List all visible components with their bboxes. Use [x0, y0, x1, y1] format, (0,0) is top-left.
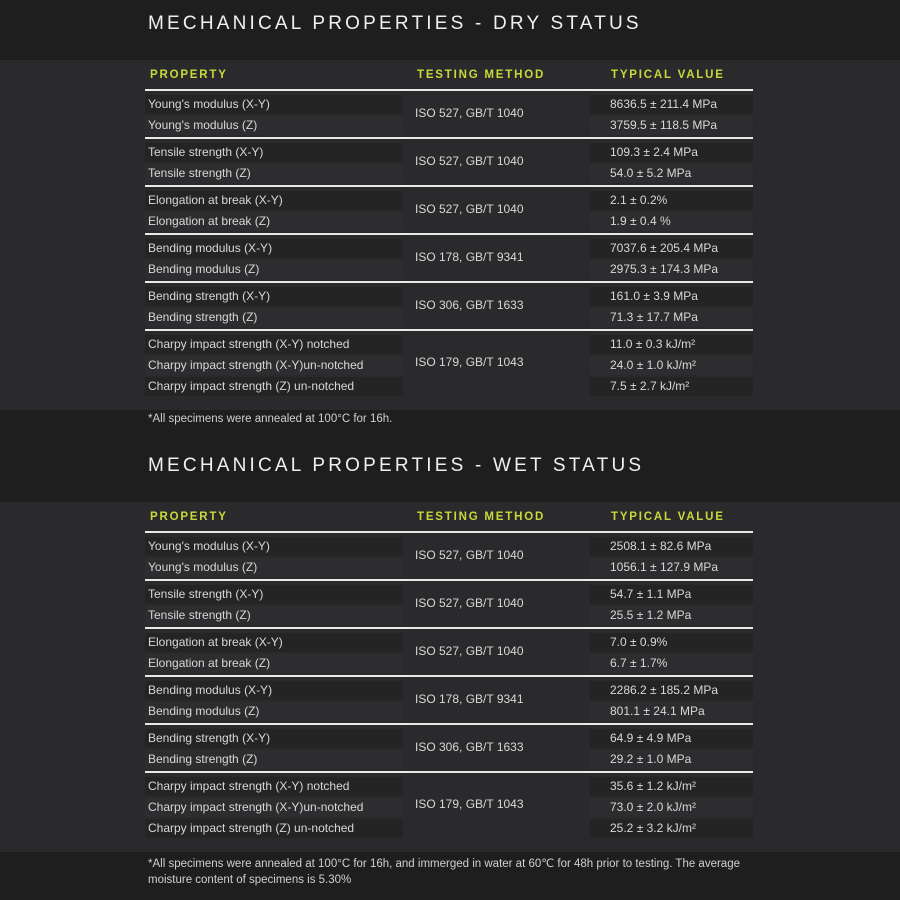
method-cell: ISO 527, GB/T 1040 — [415, 596, 524, 610]
method-cell: ISO 527, GB/T 1040 — [415, 154, 524, 168]
method-cell: ISO 178, GB/T 9341 — [415, 250, 524, 264]
value-cell: 161.0 ± 3.9 MPa — [590, 287, 753, 306]
property-group — [145, 233, 753, 281]
wet-properties-table — [145, 531, 753, 836]
wet-section — [0, 442, 900, 852]
column-header-value: TYPICAL VALUE — [611, 511, 725, 523]
property-cell: Young's modulus (Z) — [145, 558, 403, 577]
property-group — [145, 137, 753, 185]
property-cell: Bending strength (X-Y) — [145, 729, 403, 748]
dry-footnote: *All specimens were annealed at 100°C for 16h. — [148, 413, 393, 425]
property-cell: Charpy impact strength (X-Y)un-notched — [145, 798, 403, 817]
property-group — [145, 329, 753, 394]
property-group — [145, 89, 753, 137]
property-cell: Charpy impact strength (X-Y) notched — [145, 777, 403, 796]
property-cell: Young's modulus (Z) — [145, 116, 403, 135]
dry-header — [0, 0, 900, 60]
method-cell: ISO 527, GB/T 1040 — [415, 202, 524, 216]
column-header-method: TESTING METHOD — [417, 69, 546, 81]
property-group — [145, 627, 753, 675]
property-group — [145, 281, 753, 329]
method-cell: ISO 306, GB/T 1633 — [415, 740, 524, 754]
method-cell: ISO 527, GB/T 1040 — [415, 548, 524, 562]
value-cell: 25.5 ± 1.2 MPa — [590, 606, 753, 625]
dry-properties-table — [145, 89, 753, 394]
property-cell: Bending modulus (X-Y) — [145, 239, 403, 258]
method-cell: ISO 179, GB/T 1043 — [415, 355, 524, 369]
property-cell: Charpy impact strength (X-Y)un-notched — [145, 356, 403, 375]
property-cell: Tensile strength (Z) — [145, 606, 403, 625]
property-cell: Elongation at break (Z) — [145, 654, 403, 673]
dry-section — [0, 0, 900, 410]
property-group — [145, 579, 753, 627]
property-cell: Bending modulus (Z) — [145, 260, 403, 279]
value-cell: 2975.3 ± 174.3 MPa — [590, 260, 753, 279]
property-cell: Elongation at break (X-Y) — [145, 191, 403, 210]
method-cell: ISO 527, GB/T 1040 — [415, 106, 524, 120]
property-cell: Charpy impact strength (X-Y) notched — [145, 335, 403, 354]
value-cell: 54.0 ± 5.2 MPa — [590, 164, 753, 183]
property-cell: Bending strength (Z) — [145, 750, 403, 769]
wet-header — [0, 442, 900, 502]
value-cell: 801.1 ± 24.1 MPa — [590, 702, 753, 721]
table-row — [145, 334, 753, 355]
property-cell: Elongation at break (Z) — [145, 212, 403, 231]
property-cell: Young's modulus (X-Y) — [145, 537, 403, 556]
value-cell: 73.0 ± 2.0 kJ/m² — [590, 798, 753, 817]
value-cell: 11.0 ± 0.3 kJ/m² — [590, 335, 753, 354]
column-header-property: PROPERTY — [150, 69, 228, 81]
value-cell: 64.9 ± 4.9 MPa — [590, 729, 753, 748]
value-cell: 1.9 ± 0.4 % — [590, 212, 753, 231]
property-cell: Tensile strength (X-Y) — [145, 585, 403, 604]
property-group — [145, 185, 753, 233]
property-cell: Tensile strength (X-Y) — [145, 143, 403, 162]
method-cell: ISO 527, GB/T 1040 — [415, 644, 524, 658]
value-cell: 7037.6 ± 205.4 MPa — [590, 239, 753, 258]
property-cell: Bending strength (X-Y) — [145, 287, 403, 306]
dry-footer-band — [0, 410, 900, 442]
column-header-method: TESTING METHOD — [417, 511, 546, 523]
column-header-property: PROPERTY — [150, 511, 228, 523]
property-cell: Charpy impact strength (Z) un-notched — [145, 819, 403, 838]
value-cell: 3759.5 ± 118.5 MPa — [590, 116, 753, 135]
dry-table-panel — [0, 60, 900, 410]
property-group — [145, 771, 753, 836]
value-cell: 1056.1 ± 127.9 MPa — [590, 558, 753, 577]
table-row — [145, 776, 753, 797]
wet-footer-band — [0, 852, 900, 900]
dry-title: MECHANICAL PROPERTIES - DRY STATUS — [148, 13, 642, 34]
table-row — [145, 376, 753, 397]
value-cell: 7.0 ± 0.9% — [590, 633, 753, 652]
property-group — [145, 531, 753, 579]
value-cell: 54.7 ± 1.1 MPa — [590, 585, 753, 604]
property-cell: Tensile strength (Z) — [145, 164, 403, 183]
table-row — [145, 818, 753, 839]
value-cell: 6.7 ± 1.7% — [590, 654, 753, 673]
property-cell: Bending modulus (X-Y) — [145, 681, 403, 700]
wet-title: MECHANICAL PROPERTIES - WET STATUS — [148, 455, 645, 476]
method-cell: ISO 178, GB/T 9341 — [415, 692, 524, 706]
property-cell: Bending strength (Z) — [145, 308, 403, 327]
value-cell: 29.2 ± 1.0 MPa — [590, 750, 753, 769]
column-header-value: TYPICAL VALUE — [611, 69, 725, 81]
wet-footnote: *All specimens were annealed at 100°C for 16h, and immerged in water at 60℃ for 48h prior to testing. The average moisture content of specimens is 5.30% — [148, 858, 740, 886]
value-cell: 25.2 ± 3.2 kJ/m² — [590, 819, 753, 838]
value-cell: 109.3 ± 2.4 MPa — [590, 143, 753, 162]
value-cell: 2.1 ± 0.2% — [590, 191, 753, 210]
wet-table-panel — [0, 502, 900, 852]
value-cell: 71.3 ± 17.7 MPa — [590, 308, 753, 327]
method-cell: ISO 306, GB/T 1633 — [415, 298, 524, 312]
value-cell: 24.0 ± 1.0 kJ/m² — [590, 356, 753, 375]
value-cell: 2286.2 ± 185.2 MPa — [590, 681, 753, 700]
value-cell: 35.6 ± 1.2 kJ/m² — [590, 777, 753, 796]
value-cell: 8636.5 ± 211.4 MPa — [590, 95, 753, 114]
value-cell: 2508.1 ± 82.6 MPa — [590, 537, 753, 556]
property-cell: Bending modulus (Z) — [145, 702, 403, 721]
value-cell: 7.5 ± 2.7 kJ/m² — [590, 377, 753, 396]
property-group — [145, 675, 753, 723]
property-cell: Charpy impact strength (Z) un-notched — [145, 377, 403, 396]
property-cell: Elongation at break (X-Y) — [145, 633, 403, 652]
property-group — [145, 723, 753, 771]
method-cell: ISO 179, GB/T 1043 — [415, 797, 524, 811]
property-cell: Young's modulus (X-Y) — [145, 95, 403, 114]
